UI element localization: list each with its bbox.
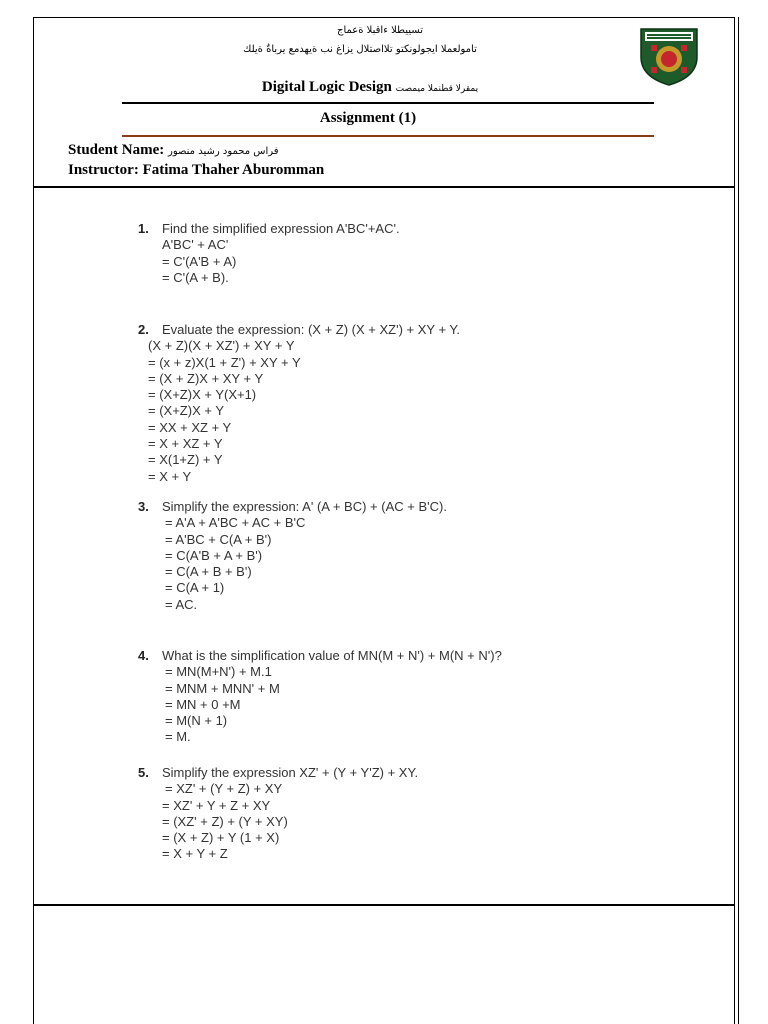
divider-line-brown bbox=[122, 135, 654, 137]
question-1 bbox=[138, 221, 400, 286]
step: = MN(M+N') + M.1 bbox=[165, 664, 272, 680]
instructor-line: Instructor: Fatima Thaher Aburomman bbox=[68, 162, 325, 178]
step: = M. bbox=[165, 729, 191, 745]
step: = XZ' + (Y + Z) + XY bbox=[165, 781, 283, 797]
question-number: 1. bbox=[138, 221, 149, 236]
question-number: 2. bbox=[138, 322, 149, 337]
question-prompt: Simplify the expression XZ' + (Y + Y'Z) + XY. bbox=[162, 765, 419, 780]
student-line bbox=[68, 142, 279, 159]
step: = X + Y bbox=[148, 468, 192, 484]
question-3 bbox=[138, 499, 447, 613]
course-title: Digital Logic Design bbox=[261, 79, 392, 95]
question-prompt: Evaluate the expression: (X + Z) (X + XZ') + XY + Y. bbox=[162, 322, 461, 337]
course-title-arabic: يمقرلا قطنملا ميمصت bbox=[395, 84, 479, 94]
question-prompt: What is the simplification value of MN(M + N') + M(N + N')? bbox=[162, 648, 502, 663]
student-label: Student Name: bbox=[68, 142, 168, 158]
student-name: فراس محمود رشيد منصور bbox=[168, 146, 279, 157]
step: = (XZ' + Z) + (Y + XY) bbox=[162, 813, 288, 829]
step: = XZ' + Y + Z + XY bbox=[162, 797, 271, 813]
question-4 bbox=[138, 648, 502, 746]
step: = X(1+Z) + Y bbox=[148, 452, 223, 468]
step: = MNM + MNN' + M bbox=[165, 680, 280, 696]
step: = XX + XZ + Y bbox=[148, 419, 232, 435]
step: = A'A + A'BC + AC + B'C bbox=[165, 515, 306, 531]
step: = AC. bbox=[165, 596, 198, 612]
step: = (X+Z)X + Y bbox=[148, 403, 224, 419]
step: = (x + z)X(1 + Z') + XY + Y bbox=[148, 354, 301, 370]
frame-double-line bbox=[738, 17, 739, 1024]
question-5 bbox=[138, 765, 418, 863]
step: (X + Z)(X + XZ') + XY + Y bbox=[148, 338, 295, 354]
step: = A'BC + C(A + B') bbox=[165, 531, 272, 547]
assignment-title: Assignment (1) bbox=[319, 110, 417, 126]
footer-line bbox=[33, 904, 735, 906]
university-name-arabic: تسييطلا ءاقبلا ةعماج bbox=[336, 25, 423, 36]
faculty-name-arabic: تامولعملا ايجولونكتو تلااصتلال يزاغ نب ةيهدمع يرباةٌ ةيلك bbox=[243, 44, 477, 55]
question-prompt: Simplify the expression: A' (A + BC) + (AC + B'C). bbox=[162, 499, 447, 514]
divider-line bbox=[122, 102, 654, 104]
step: = C'(A'B + A) bbox=[162, 253, 237, 269]
step: = C(A'B + A + B') bbox=[165, 547, 263, 563]
step: = MN + 0 +M bbox=[165, 696, 241, 712]
step: = C'(A + B). bbox=[162, 269, 229, 285]
step: A'BC' + AC' bbox=[162, 237, 229, 253]
question-number: 5. bbox=[138, 765, 149, 780]
step: = C(A + B + B') bbox=[165, 564, 252, 580]
step: = C(A + 1) bbox=[165, 580, 225, 596]
step: = (X+Z)X + Y(X+1) bbox=[148, 387, 257, 403]
question-number: 4. bbox=[138, 648, 149, 663]
step: = M(N + 1) bbox=[165, 713, 228, 729]
step: = (X + Z)X + XY + Y bbox=[148, 370, 264, 386]
step: = X + Y + Z bbox=[162, 846, 228, 862]
question-number: 3. bbox=[138, 499, 149, 514]
university-crest-icon bbox=[637, 27, 701, 87]
step: = X + XZ + Y bbox=[148, 436, 223, 452]
header-bottom-line bbox=[33, 186, 735, 188]
question-prompt: Find the simplified expression A'BC'+AC'. bbox=[162, 221, 400, 236]
question-2 bbox=[138, 322, 460, 485]
course-title-line bbox=[220, 79, 520, 96]
step: = (X + Z) + Y (1 + X) bbox=[162, 830, 280, 846]
